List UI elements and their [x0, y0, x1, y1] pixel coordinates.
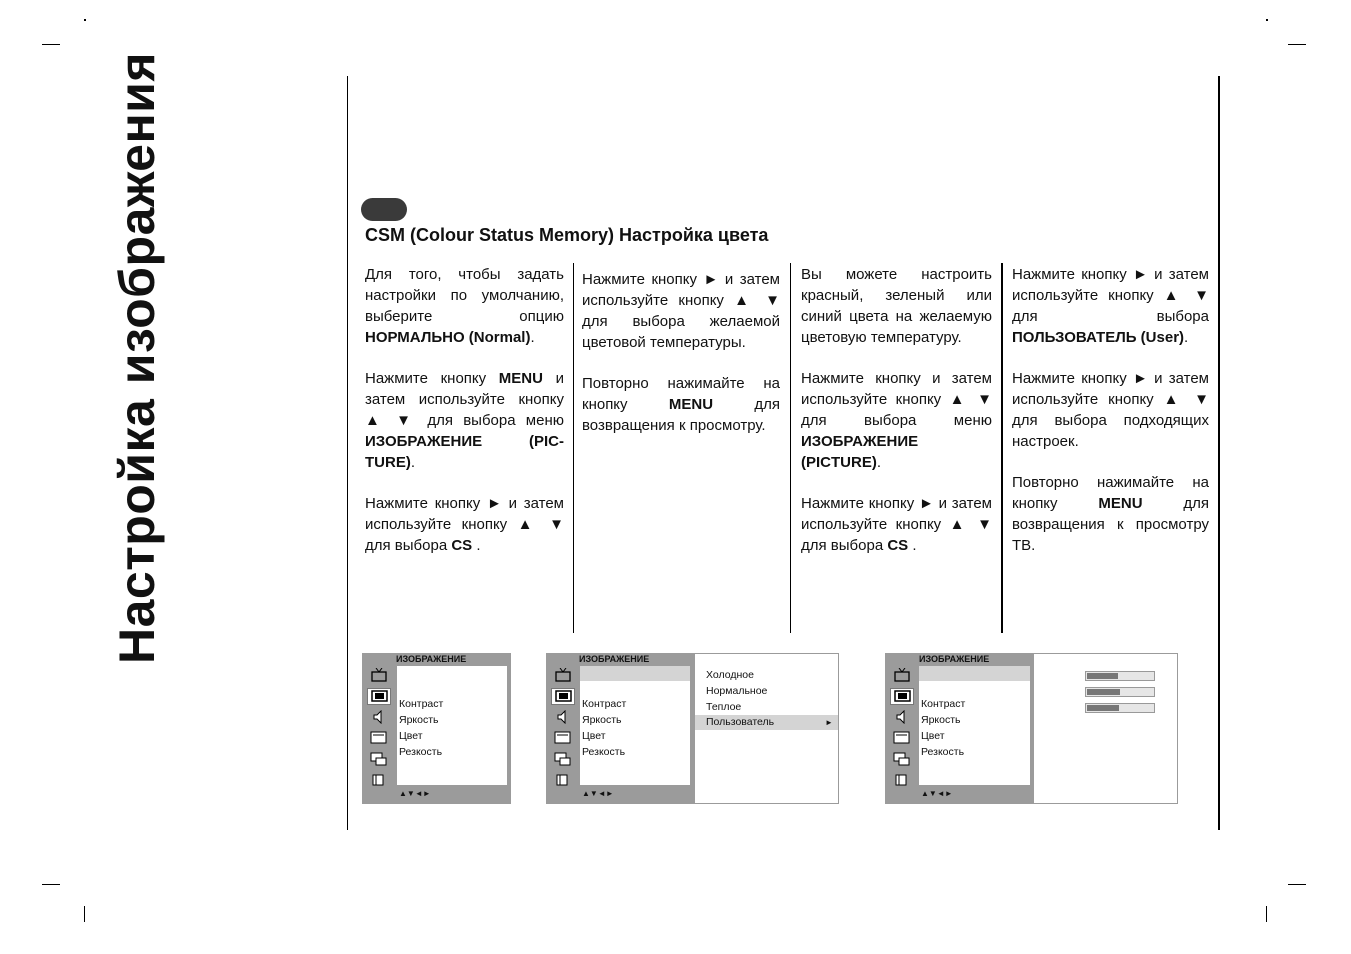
- instruction-column-3: [801, 264, 992, 576]
- osd-menu-title: ИЗОБРАЖЕНИЕ: [396, 654, 467, 664]
- osd-item-contrast: Контраст: [921, 698, 966, 710]
- paragraph: Вы можете настроить красный, зеленый или синий цвета на желаемую цветовую температуру.: [801, 266, 992, 346]
- section-badge: [361, 198, 407, 221]
- osd-icon-column: [551, 667, 577, 793]
- instruction-column-1: [365, 264, 564, 576]
- right-frame-line: [1218, 76, 1220, 830]
- osd-item-colour: Цвет: [582, 730, 606, 742]
- crop-mark: [42, 884, 60, 885]
- side-title: Настройка изображения: [109, 51, 165, 664]
- menu-name: ИЗОБРАЖЕНИЕ (PIC-TURE): [365, 433, 564, 471]
- osd-item-contrast: Контраст: [582, 698, 627, 710]
- osd-screen-3: [885, 653, 1178, 804]
- picture-icon: [367, 688, 391, 705]
- osd-icon-column: [890, 667, 916, 793]
- bar-fill: [1087, 689, 1120, 695]
- osd-nav-hint: ▲▼◄►: [582, 789, 614, 798]
- osd-selected-row: [919, 666, 1030, 681]
- osd-menu-title: ИЗОБРАЖЕНИЕ: [579, 654, 650, 664]
- submenu-arrow-icon: ►: [825, 718, 833, 727]
- paragraph: Нажмите кнопку ► и затем используйте кнопку ▲ ▼ для выбора ПОЛЬЗОВАТЕЛЬ (User).: [1012, 266, 1209, 346]
- instruction-column-4: [1012, 264, 1209, 576]
- osd-menu-title: ИЗОБРАЖЕНИЕ: [919, 654, 990, 664]
- osd-screen-2: [546, 653, 839, 804]
- time-icon: [890, 730, 914, 747]
- column-divider: [1001, 263, 1003, 633]
- osd-item-colour: Цвет: [921, 730, 945, 742]
- picture-icon: [890, 688, 914, 705]
- time-icon: [367, 730, 391, 747]
- option-name: НОРМАЛЬНО (Normal): [365, 329, 531, 346]
- crop-mark: [1288, 884, 1306, 885]
- paragraph: Для того, чтобы задать настройки по умолчанию, выберите опцию НОРМАЛЬНО (Normal).: [365, 266, 564, 346]
- osd-item-sharpness: Резкость: [921, 746, 965, 758]
- osd-item-brightness: Яркость: [399, 714, 439, 726]
- osd-screen-1: [362, 653, 511, 804]
- crop-mark: [1266, 906, 1267, 922]
- screen-icon: [890, 772, 914, 789]
- menu-name: ИЗОБРАЖЕНИЕ (PICTURE): [801, 433, 919, 471]
- paragraph: Нажмите кнопку ► и затем используйте кнопку ▲ ▼ для выбора CS .: [801, 495, 992, 554]
- osd-item-sharpness: Резкость: [399, 746, 443, 758]
- column-divider: [790, 263, 791, 633]
- paragraph: Нажмите кнопку и затем используйте кнопку ▲ ▼ для выбора меню ИЗОБРАЖЕНИЕ (PICTURE).: [801, 370, 992, 471]
- paragraph: Нажмите кнопку MENU и затем используйте кнопку ▲ ▼ для выбора меню ИЗОБРАЖЕНИЕ (PIC-TURE).: [365, 370, 564, 471]
- section-title: CSM (Colour Status Memory) Настройка цвета: [365, 225, 769, 245]
- key-name: MENU: [668, 396, 714, 413]
- paragraph: Повторно нажимайте на кнопку MENU для возвращения к просмотру ТВ.: [1012, 474, 1209, 554]
- special-icon: [551, 751, 575, 768]
- submenu-item-user: Пользователь: [706, 716, 775, 728]
- sound-icon: [551, 709, 575, 726]
- paragraph: Повторно нажимайте на кнопку MENU для возвращения к просмотру.: [582, 375, 780, 434]
- sound-icon: [367, 709, 391, 726]
- paragraph: Нажмите кнопку ► и затем используйте кнопку ▲ ▼ для выбора желаемой цветовой температуры.: [582, 271, 780, 351]
- osd-item-sharpness: Резкость: [582, 746, 626, 758]
- crop-dot: [1266, 19, 1268, 21]
- submenu-item-normal: Нормальное: [706, 685, 768, 697]
- crop-mark: [1288, 44, 1306, 45]
- bar-fill: [1087, 673, 1118, 679]
- bar-fill: [1087, 705, 1119, 711]
- time-icon: [551, 730, 575, 747]
- blue-level-bar: [1085, 703, 1155, 713]
- paragraph: Нажмите кнопку ► и затем используйте кнопку ▲ ▼ для выбора CS .: [365, 495, 564, 554]
- screen-icon: [551, 772, 575, 789]
- screen-icon: [367, 772, 391, 789]
- osd-selected-row: [580, 666, 690, 681]
- osd-nav-hint: ▲▼◄►: [399, 789, 431, 798]
- osd-item-colour: Цвет: [399, 730, 423, 742]
- green-level-bar: [1085, 687, 1155, 697]
- key-name: MENU: [1098, 495, 1143, 512]
- crop-mark: [42, 44, 60, 45]
- tv-icon: [551, 667, 575, 684]
- option-name: CS: [887, 537, 909, 554]
- picture-icon: [551, 688, 575, 705]
- column-divider: [573, 263, 574, 633]
- key-name: MENU: [498, 370, 543, 387]
- submenu-item-warm: Теплое: [706, 701, 742, 713]
- red-level-bar: [1085, 671, 1155, 681]
- option-name: CS: [451, 537, 473, 554]
- paragraph: Нажмите кнопку ► и затем используйте кнопку ▲ ▼ для выбора подходящих настроек.: [1012, 370, 1209, 450]
- osd-icon-column: [367, 667, 393, 793]
- submenu-item-cool: Холодное: [706, 669, 754, 681]
- tv-icon: [890, 667, 914, 684]
- osd-item-brightness: Яркость: [921, 714, 961, 726]
- special-icon: [367, 751, 391, 768]
- left-frame-line: [347, 76, 348, 830]
- crop-mark: [84, 906, 85, 922]
- instruction-column-2: [582, 269, 780, 456]
- sound-icon: [890, 709, 914, 726]
- tv-icon: [367, 667, 391, 684]
- osd-nav-hint: ▲▼◄►: [921, 789, 953, 798]
- special-icon: [890, 751, 914, 768]
- osd-item-brightness: Яркость: [582, 714, 622, 726]
- option-name: ПОЛЬЗОВАТЕЛЬ (User): [1012, 329, 1185, 346]
- crop-dot: [84, 19, 86, 21]
- osd-item-contrast: Контраст: [399, 698, 444, 710]
